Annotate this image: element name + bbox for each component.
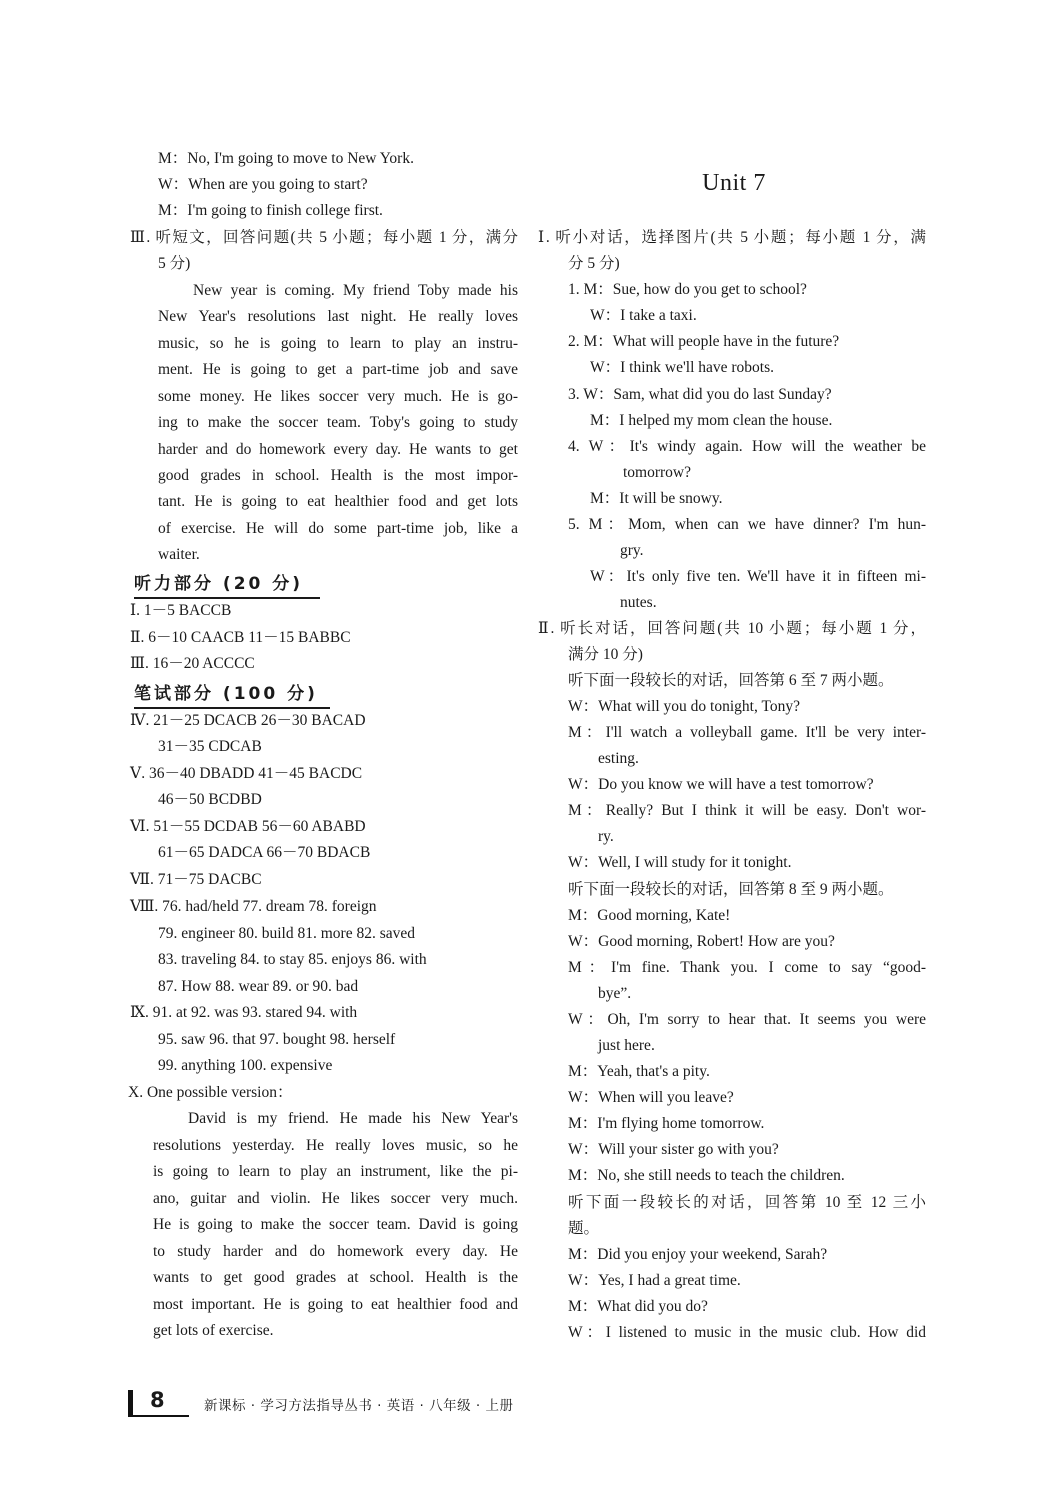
left-text-line: get lots of exercise.: [153, 1322, 274, 1339]
right-text-line: W：I think we'll have robots.: [590, 359, 775, 376]
left-text-line: Ⅸ. 91. at 92. was 93. stared 94. with: [130, 1004, 358, 1021]
left-text-line: Ⅶ. 71－75 DACBC: [130, 871, 262, 888]
left-text-line: music, so he is going to learn to play an instru-: [158, 335, 518, 352]
right-text-line: W：Well, I will study for it tonight.: [568, 854, 792, 871]
left-text-line: W：When are you going to start?: [158, 176, 368, 193]
right-text-line: M：I'm fine. Thank you. I come to say “good-: [568, 959, 926, 976]
left-text-line: ment. He is going to get a part-time job and save: [158, 361, 518, 378]
right-text-line: W：Good morning, Robert! How are you?: [568, 933, 835, 950]
left-text-line: Ⅷ. 76. had/held 77. dream 78. foreign: [130, 898, 377, 915]
left-text-line: 31－35 CDCAB: [158, 738, 262, 755]
left-text-line: New Year's resolutions last night. He really loves: [158, 308, 518, 325]
left-text-line: Ⅴ. 36－40 DBADD 41－45 BACDC: [130, 765, 363, 782]
right-text-line: 听下面一段较长的对话，回答第 8 至 9 两小题。: [568, 881, 894, 898]
section-underline: [134, 597, 320, 599]
right-text-line: 5. M：Mom, when can we have dinner? I'm hun-: [568, 516, 926, 533]
right-text-line: M：Really? But I think it will be easy. Don't wor-: [568, 802, 926, 819]
left-text-line: 79. engineer 80. build 81. more 82. saved: [158, 925, 415, 942]
right-text-line: ry.: [598, 828, 614, 845]
right-text-line: M：It will be snowy.: [590, 490, 723, 507]
left-text-line: harder and do homework every day. He wants to get: [158, 441, 518, 458]
left-text-line: 5 分): [158, 255, 191, 272]
right-text-line: 2. M：What will people have in the future?: [568, 333, 840, 350]
left-text-line: 99. anything 100. expensive: [158, 1057, 333, 1074]
left-text-line: Ⅲ. 听短文，回答问题(共 5 小题；每小题 1 分，满分: [130, 229, 518, 246]
left-text-line: wants to get good grades at school. Health is the: [153, 1269, 518, 1286]
right-text-line: 满分 10 分): [568, 646, 643, 663]
left-text-line: ano, guitar and violin. He likes soccer very much.: [153, 1190, 518, 1207]
left-text-line: 46－50 BCDBD: [158, 791, 262, 808]
footer-rule: [133, 1415, 189, 1417]
left-text-line: most important. He is going to eat healthier food and: [153, 1296, 518, 1313]
left-text-line: resolutions yesterday. He really loves music, so he: [153, 1137, 518, 1154]
right-text-line: 4. W：It's windy again. How will the weather be: [568, 438, 926, 455]
right-text-line: gry.: [620, 542, 644, 559]
left-text-line: 87. How 88. wear 89. or 90. bad: [158, 978, 359, 995]
left-text-line: X. One possible version：: [128, 1084, 293, 1101]
right-text-line: bye”.: [598, 985, 632, 1002]
right-text-line: M：I helped my mom clean the house.: [590, 412, 833, 429]
series-title: 新课标 · 学习方法指导丛书 · 英语 · 八年级 · 上册: [204, 1398, 514, 1414]
left-text-line: of exercise. He will do some part-time job, like a: [158, 520, 518, 537]
left-text-line: M：I'm going to finish college first.: [158, 202, 383, 219]
right-text-line: 3. W：Sam, what did you do last Sunday?: [568, 386, 832, 403]
left-text-line: Ⅲ. 16－20 ACCCC: [130, 655, 255, 672]
left-text-line: David is my friend. He made his New Year's: [188, 1110, 518, 1127]
right-text-line: W：When will you leave?: [568, 1089, 734, 1106]
section-heading: 笔试部分 (100 分): [134, 684, 318, 704]
left-text-line: 95. saw 96. that 97. bought 98. herself: [158, 1031, 396, 1048]
unit-title: Unit 7: [702, 170, 766, 196]
right-text-line: W：Will your sister go with you?: [568, 1141, 779, 1158]
left-text-line: waiter.: [158, 546, 200, 563]
right-text-line: nutes.: [620, 594, 657, 611]
right-text-line: M：What did you do?: [568, 1298, 708, 1315]
left-text-line: Ⅰ. 1－5 BACCB: [130, 602, 232, 619]
left-text-line: M：No, I'm going to move to New York.: [158, 150, 414, 167]
right-text-line: 分 5 分): [568, 255, 620, 272]
section-underline: [134, 707, 330, 709]
right-text-line: M：I'll watch a volleyball game. It'll be very inter-: [568, 724, 926, 741]
left-text-line: is going to learn to play an instrument, like the pi-: [153, 1163, 518, 1180]
left-text-line: He is going to make the soccer team. David is going: [153, 1216, 518, 1233]
right-text-line: M：Yeah, that's a pity.: [568, 1063, 710, 1080]
right-text-line: W：It's only five ten. We'll have it in fifteen mi-: [590, 568, 926, 585]
right-text-line: 听下面一段较长的对话，回答第 10 至 12 三小: [568, 1194, 926, 1211]
right-text-line: 题。: [568, 1220, 600, 1237]
right-text-line: W：I take a taxi.: [590, 307, 697, 324]
right-text-line: Ⅰ. 听小对话，选择图片(共 5 小题；每小题 1 分，满: [538, 229, 926, 246]
left-text-line: tant. He is going to eat healthier food and get lots: [158, 493, 518, 510]
right-text-line: W：Yes, I had a great time.: [568, 1272, 741, 1289]
right-text-line: M：Good morning, Kate!: [568, 907, 731, 924]
right-text-line: tomorrow?: [623, 464, 692, 481]
left-text-line: Ⅳ. 21－25 DCACB 26－30 BACAD: [130, 712, 366, 729]
right-text-line: W：What will you do tonight, Tony?: [568, 698, 800, 715]
left-text-line: Ⅱ. 6－10 CAACB 11－15 BABBC: [130, 629, 351, 646]
right-text-line: Ⅱ. 听长对话，回答问题(共 10 小题；每小题 1 分，: [538, 620, 926, 637]
right-text-line: M：No, she still needs to teach the children.: [568, 1167, 845, 1184]
left-text-line: ing to make the soccer team. Toby's going to study: [158, 414, 518, 431]
footer-bar: [128, 1390, 133, 1417]
page-number: 8: [150, 1388, 165, 1412]
section-heading: 听力部分 (20 分): [134, 574, 304, 594]
left-text-line: some money. He likes soccer very much. He is go-: [158, 388, 518, 405]
right-text-line: M：I'm flying home tomorrow.: [568, 1115, 765, 1132]
right-text-line: W：I listened to music in the music club. How did: [568, 1324, 926, 1341]
left-text-line: good grades in school. Health is the most impor-: [158, 467, 518, 484]
right-text-line: W：Oh, I'm sorry to hear that. It seems you were: [568, 1011, 926, 1028]
right-text-line: just here.: [598, 1037, 655, 1054]
left-text-line: New year is coming. My friend Toby made his: [193, 282, 518, 299]
left-text-line: 61－65 DADCA 66－70 BDACB: [158, 844, 371, 861]
right-text-line: esting.: [598, 750, 639, 767]
right-text-line: 1. M：Sue, how do you get to school?: [568, 281, 807, 298]
left-text-line: to study harder and do homework every day. He: [153, 1243, 518, 1260]
left-text-line: 83. traveling 84. to stay 85. enjoys 86. with: [158, 951, 427, 968]
left-text-line: Ⅵ. 51－55 DCDAB 56－60 ABABD: [130, 818, 366, 835]
right-text-line: W：Do you know we will have a test tomorrow?: [568, 776, 874, 793]
right-text-line: M：Did you enjoy your weekend, Sarah?: [568, 1246, 828, 1263]
right-text-line: 听下面一段较长的对话，回答第 6 至 7 两小题。: [568, 672, 894, 689]
